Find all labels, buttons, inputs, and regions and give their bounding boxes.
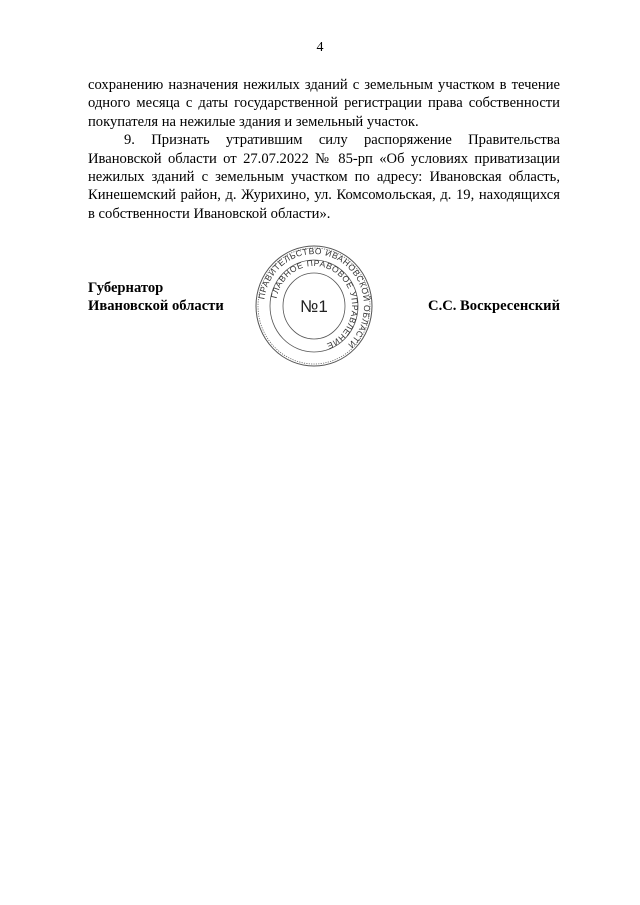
stamp-seal-icon (254, 244, 374, 368)
signatory-title-line2: Ивановской области (88, 298, 224, 314)
signatory-name: С.С. Воскресенский (428, 298, 560, 314)
paragraph-continuation: сохранению назначения нежилых зданий с земельным участком в течение одного месяца с даты государственной регистрации права собственности покупателя на нежилые здания и земельный участок. (88, 77, 560, 130)
stamp-inner-text: ГЛАВНОЕ ПРАВОВОЕ УПРАВЛЕНИЕ (268, 257, 361, 352)
document-body (88, 76, 560, 223)
stamp-outer-text: ПРАВИТЕЛЬСТВО ИВАНОВСКОЙ ОБЛАСТИ (256, 245, 373, 351)
signature-block (0, 244, 640, 374)
signatory-title (88, 279, 224, 315)
signatory-title-line1: Губернатор (88, 280, 164, 296)
page-number: 4 (316, 40, 324, 55)
stamp-number: №1 (300, 297, 328, 316)
official-stamp (254, 244, 374, 368)
paragraph-item-9: 9. Признать утратившим силу распоряжение Правительства Ивановской области от 27.07.2022 № 85-рп «Об условиях приватизации нежилых зданий с земельным участком по адресу: Ивановская область, Кинешемский район, д. Журихино, ул. Комсомольская, д. 19, находящихся в собственности Ивановской области». (88, 132, 560, 222)
